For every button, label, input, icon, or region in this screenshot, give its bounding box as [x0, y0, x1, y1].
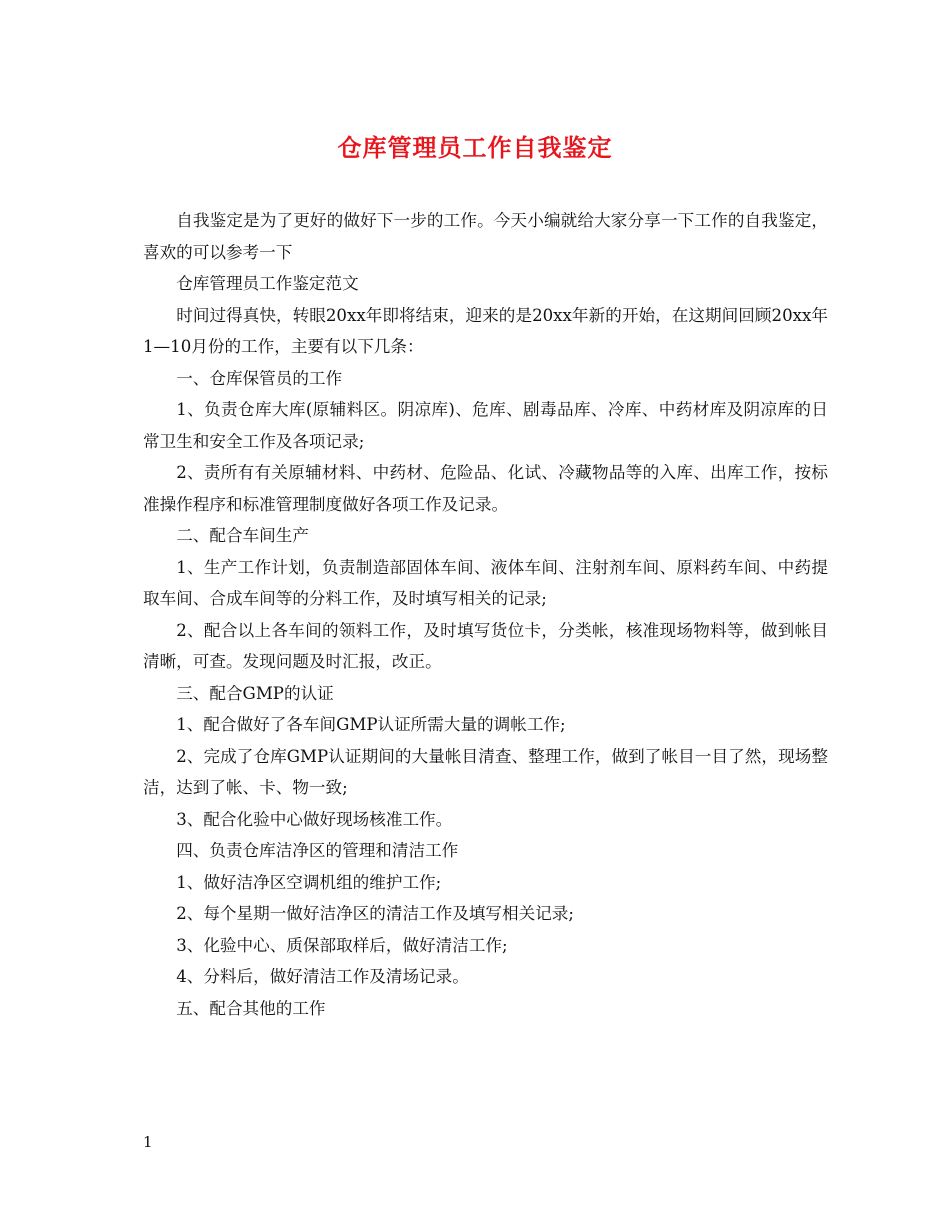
section-heading-5: 五、配合其他的工作: [176, 998, 326, 1018]
section-heading-1: 一、仓库保管员的工作: [176, 368, 343, 388]
paragraph-item: 4、分料后，做好清洁工作及清场记录。: [176, 967, 469, 986]
paragraph-subtitle: 仓库管理员工作鉴定范文: [176, 274, 359, 293]
paragraph-item: 2、完成了仓库GMP认证期间的大量帐目清查、整理工作，做到了帐目一目了然，现场整洁，达到了帐、卡、物一致;: [143, 746, 828, 797]
document-title: 仓库管理员工作自我鉴定: [337, 133, 613, 162]
paragraph-item: 2、每个星期一做好洁净区的清洁工作及填写相关记录;: [176, 904, 574, 923]
paragraph-opening: 时间过得真快，转眼20xx年即将结束，迎来的是20xx年新的开始，在这期间回顾20xx年1—10月份的工作，主要有以下几条：: [143, 305, 828, 356]
paragraph-item: 1、生产工作计划，负责制造部固体车间、液体车间、注射剂车间、原料药车间、中药提取车间、合成车间等的分料工作，及时填写相关的记录;: [143, 557, 828, 608]
section-heading-4: 四、负责仓库洁净区的管理和清洁工作: [176, 841, 459, 860]
paragraph-item: 1、配合做好了各车间GMP认证所需大量的调帐工作;: [176, 715, 566, 734]
paragraph-intro: 自我鉴定是为了更好的做好下一步的工作。今天小编就给大家分享一下工作的自我鉴定，喜欢的可以参考一下: [143, 211, 828, 262]
section-heading-2: 二、配合车间生产: [176, 526, 309, 545]
paragraph-item: 3、化验中心、质保部取样后，做好清洁工作;: [176, 935, 508, 955]
paragraph-item: 2、配合以上各车间的领料工作，及时填写货位卡，分类帐，核准现场物料等，做到帐目清晰，可查。发现问题及时汇报，改正。: [143, 620, 828, 671]
paragraph-item: 1、负责仓库大库(原辅料区。阴凉库)、危库、剧毒品库、冷库、中药材库及阴凉库的日常卫生和安全工作及各项记录;: [143, 400, 828, 451]
paragraph-item: 3、配合化验中心做好现场核准工作。: [176, 809, 453, 829]
page-number: 1: [143, 1133, 153, 1151]
document-body: [143, 205, 828, 1024]
section-heading-3: 三、配合GMP的认证: [176, 683, 334, 703]
paragraph-item: 2、责所有有关原辅材料、中药材、危险品、化试、冷藏物品等的入库、出库工作，按标准操作程序和标准管理制度做好各项工作及记录。: [143, 463, 828, 514]
paragraph-item: 1、做好洁净区空调机组的维护工作;: [176, 872, 442, 892]
